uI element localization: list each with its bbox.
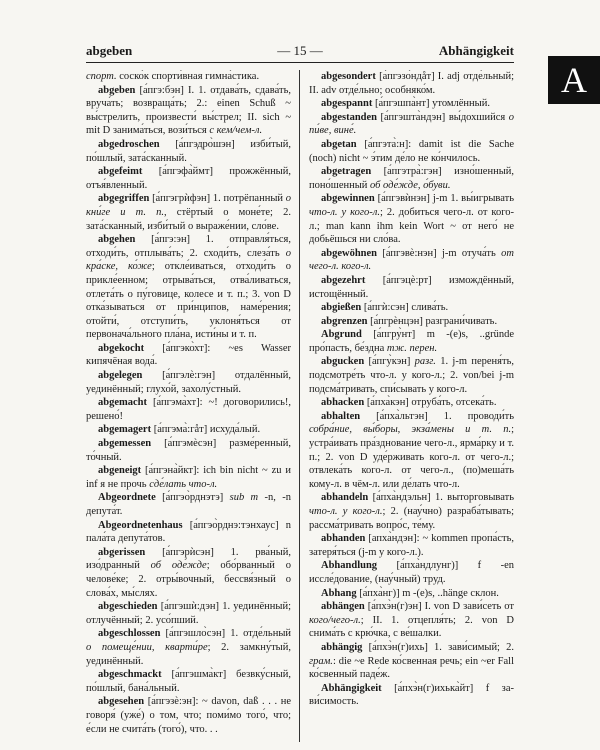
entry-usage-note: кого/чего-л. — [309, 614, 361, 626]
entry-definition: [а́пха̀кэн] отруба́ть, отсека́ть. — [364, 397, 497, 409]
entry-definition: [апха̀ндэн]: ~ kommen пропа́сть, затеря́ться (j-m у кого-л.). — [309, 533, 514, 558]
dictionary-entry — [86, 437, 291, 464]
entry-definition-continued: , стёртый о моне́те; 2. зата́сканный, изби́тый о выраже́нии, сло́ве. — [86, 206, 291, 232]
dictionary-entry — [309, 491, 514, 532]
entry-usage-note: что-л. у кого-л. — [309, 506, 383, 517]
entry-definition-continued: ; 2. замкну́тый, уединённый. — [86, 641, 291, 667]
headword: abgewinnen — [321, 193, 375, 205]
headword: abgießen — [321, 302, 362, 314]
dictionary-entry — [309, 532, 514, 559]
dictionary-entry — [309, 97, 514, 111]
dictionary-entry — [86, 519, 291, 546]
entry-definition: [а́пгру̀нт] m -(e)s, ..gründe про́пасть, бе́здна — [309, 329, 514, 354]
headword: abhängen — [321, 601, 365, 613]
entry-definition: [а́пгэмѐсэн] разме́ренный, то́чный. — [86, 438, 291, 463]
dictionary-entry — [309, 355, 514, 396]
headword: abgespannt — [321, 98, 373, 110]
entry-definition: [а́пгэшпа̀нт] утомлённый. — [372, 98, 490, 110]
page-number: — 15 — — [277, 43, 323, 58]
entry-definition: [а́пгэфа̀ймт] прожжённый, отъя́вленный. — [86, 166, 291, 191]
entry-definition: [а́пха̀нг)] m -(e)s, ..hänge склон. — [356, 587, 499, 599]
entry-definition: [а́пгэдро̀шэн] изби́тый, по́шлый, зата́сканный. — [86, 138, 291, 164]
letter-tab: A — [548, 56, 600, 104]
entry-usage-note: об оде́жде, о́буви. — [367, 179, 451, 191]
entry-definition: [а́пгэта̀:н]: damit ist die Sache (noch) nicht ~ э́тим де́ло не ко́нчилось. — [309, 138, 514, 164]
entry-definition-continued: -n, -n депута́т. — [86, 492, 291, 517]
right-column — [309, 70, 514, 742]
dictionary-entry — [86, 342, 291, 369]
headword: abgeben — [98, 84, 136, 96]
dictionary-entry — [86, 546, 291, 600]
entry-definition-continued: ; обо́рванный о челове́ке; 2. отры́вочный, бессвя́зный о слова́х, мы́слях. — [86, 560, 291, 599]
dictionary-entry — [309, 301, 514, 315]
entry-definition: [а́пхэ̀н(г)ихь] 1. зави́симый; 2. — [362, 641, 514, 653]
headword: abhalten — [321, 410, 361, 422]
entry-usage-note: о помеще́нии, кварти́ре — [86, 641, 208, 653]
headword: abgesondert — [321, 71, 376, 82]
headword: abgehen — [98, 234, 136, 246]
dictionary-entry — [309, 410, 514, 492]
entry-definition: [а́пгэшѝ:дэн] 1. уединённый; отлучённый; 2. усо́пший. — [86, 601, 291, 626]
dictionary-entry — [86, 491, 291, 518]
headword: abgedroschen — [98, 138, 160, 150]
dictionary-entry — [309, 682, 514, 709]
dictionary-entry — [86, 233, 291, 342]
dictionary-entry — [86, 138, 291, 165]
entry-usage-note: собра́ние, вы́боры, экза́мены и т. п. — [309, 424, 512, 436]
dictionary-entry — [309, 192, 514, 246]
entry-usage-note: об оде́жде — [139, 560, 207, 572]
dictionary-entry — [86, 423, 291, 437]
entry-definition: [а́пгэко̀хт]: ~es Wasser кипячёная вода́. — [86, 342, 291, 368]
headword: abgerissen — [98, 546, 146, 558]
entry-definition: [а́пгэма̀:гåт] исхуда́лый. — [151, 424, 261, 436]
entry-definition-continued: 1. j-m переня́ть, подсмотре́ть что-л. у кого-л.; 2. von/bei j-m подсма́тривать, спи́сывать у кого-л. — [309, 356, 514, 395]
dictionary-entry — [309, 587, 514, 601]
headword: abgefeimt — [98, 166, 143, 178]
headword: abgeneigt — [98, 465, 142, 477]
dictionary-entry — [309, 600, 514, 641]
dictionary-entry — [86, 70, 291, 84]
entry-definition: [а́пгэцѐ:рт] измождённый, истощённый. — [309, 274, 514, 300]
dictionary-entry — [86, 464, 291, 491]
entry-definition: [а́пгэо̀рднэтэ] — [155, 492, 224, 504]
dictionary-entry — [309, 315, 514, 329]
entry-definition: [а́пгѝ:сэн] слива́ть. — [361, 302, 449, 314]
entry-usage-note: грам. — [309, 655, 333, 667]
dictionary-entry — [309, 138, 514, 165]
entry-definition: [а́пгэзѐ:эн]: ~ davon, daß . . . не говоря́ (уже́) о том, что; поми́мо того́, что; е́сли не счита́ть (того́), что. . . — [86, 696, 291, 735]
headword: abgeschieden — [98, 601, 158, 613]
headword: abhängig — [321, 641, 363, 653]
running-header — [86, 40, 514, 63]
entry-definition: [а́пгэвѐ:нэн] j-m отуча́ть — [377, 247, 496, 259]
entry-usage-note: о кни́ге и т. п. — [86, 193, 291, 218]
left-column — [86, 70, 291, 742]
dictionary-entry — [309, 641, 514, 682]
entry-usage-note: тж. перен. — [384, 342, 438, 354]
entry-definition: [а́пгрѐнцэн] разграни́чивать. — [367, 315, 498, 327]
entry-definition: [а́пхэ̀н(г)ихька̀йт] f зави́симость. — [309, 682, 514, 708]
entry-definition: [а́пгэвѝнэн] j-m 1. вы́игрывать — [374, 193, 514, 205]
headword: abgewöhnen — [321, 247, 378, 259]
entry-definition: [а́пха̀льтэн] 1. проводи́ть — [360, 410, 514, 422]
entry-definition: [а́пгэ:бэн] I. 1. отдава́ть, сдава́ть, вруча́ть; возвраща́ть; 2.: einen Schuß ~ вы́стрелить, произвести́ вы́стрел; II. sich ~ mit D занима́ться, вози́ться — [86, 84, 291, 137]
dictionary-entry — [309, 111, 514, 138]
dictionary-entry — [309, 396, 514, 410]
entry-definition-continued: ; 2. добиться чего-л. от кого-л.; man kann ihm kein Wort ~ от него́ не добьёшься ни сло́ва. — [309, 206, 514, 246]
entry-definition: [а́пгэшта̀ндэн] вы́дохшийся — [377, 111, 506, 123]
dictionary-entry — [309, 247, 514, 274]
header-guide-word-right: Abhängigkeit — [438, 43, 514, 58]
entry-definition: [а́пгэшма̀кт] безвку́сный, по́шлый, бана́льный. — [86, 669, 291, 694]
entry-definition-continued: : die ~e Rede ко́свенная речь; ein ~er Fall ко́свенный паде́ж. — [309, 655, 514, 681]
dictionary-entry — [86, 369, 291, 396]
entry-definition: [а́пха̀ндлунг)] f -en иссле́дование, (нау́чный) труд. — [309, 560, 514, 585]
headword: abgucken — [321, 356, 365, 368]
headword: abgegriffen — [98, 193, 150, 205]
entry-definition: [а́пгэрѝсэн] 1. рва́ный, изо́дранный — [86, 546, 291, 572]
headword: abgetragen — [321, 166, 372, 178]
column-divider — [299, 70, 300, 742]
headword: abgrenzen — [321, 315, 368, 327]
dictionary-entry — [86, 668, 291, 695]
headword: abgezehrt — [321, 274, 366, 286]
entry-usage-note: разг. — [410, 356, 436, 368]
dictionary-entry — [309, 70, 514, 97]
headword: Abgeordnete — [98, 492, 156, 504]
entry-definition-continued: ; устра́ивать пра́зднование чего-л., ярма́рку и т. п.; 2. von D уде́рживать кого-л. от чего-л.; отвлека́ть кого-л. от чего-л., (по)меша́ть кому-л. в чём-л. или де́лать что-л. — [309, 424, 514, 490]
headword: Abgrund — [321, 329, 362, 341]
headword: abgemessen — [98, 438, 152, 450]
entry-usage-note: спорт. — [86, 71, 117, 82]
headword: abgekocht — [98, 342, 145, 354]
entry-definition-continued: ; откле́иваться, отходи́ть о прикле́енном; отрыва́ться, отва́ливаться, отлета́ть о пу́говице, колесе и т. п.; 3. von D отка́зываться от при́нципов, наме́рения; отойти́, отступи́ть, уклоня́ться от первонача́льного пла́на, исти́ны и т. п. — [86, 261, 291, 341]
entry-definition-continued: ; 2. (нау́чно) разраба́тывать; рассма́тривать вопро́с, те́му. — [309, 506, 514, 531]
entry-usage-note: sub m — [223, 492, 259, 504]
dictionary-entry — [86, 192, 291, 233]
entry-definition: [а́пгэна̀йкт]: ich bin nicht ~ zu и inf я не прочь — [86, 465, 291, 490]
dictionary-entry — [86, 627, 291, 668]
dictionary-entry — [309, 165, 514, 192]
entry-definition: [а́пгу̀кэн] — [364, 356, 411, 368]
entry-definition: [а́пгэтра̀:гэн] изно́шенный, поно́шенный — [309, 166, 514, 191]
headword: Abhängigkeit — [321, 682, 382, 694]
entry-definition: [а́пгэгрѝфэн] 1. потрёпанный — [149, 193, 284, 205]
headword: Abgeordnetenhaus — [98, 519, 183, 531]
entry-definition: [а́пгэшло̀сэн] 1. отде́льный — [160, 628, 291, 640]
headword: abhacken — [321, 397, 365, 409]
entry-usage-note: сде́лать что-л. — [146, 478, 218, 490]
headword: abgestanden — [321, 111, 378, 123]
entry-definition: [а́пгэ:эн] 1. отправля́ться, отходи́ть, отплыва́ть; 2. сходи́ть, слеза́ть — [86, 234, 291, 259]
headword: abhanden — [321, 533, 366, 545]
entry-definition-continued: соско́к спорти́вная гимна́стика. — [116, 71, 260, 82]
headword: abgetan — [321, 138, 357, 150]
headword: Abhandlung — [321, 560, 378, 572]
dictionary-entry — [309, 274, 514, 301]
entry-definition: [а́пгэма̀хт]: ~! договорились!, решено́! — [86, 397, 291, 422]
headword: abgemagert — [98, 424, 152, 436]
entry-usage-note: о пи́ве, вине́. — [309, 111, 514, 137]
headword: abgeschlossen — [98, 628, 161, 640]
headword: Abhang — [321, 587, 357, 599]
dictionary-entry — [86, 84, 291, 138]
entry-definition: [а́пгэлѐ:гэн] отдалённый, уединённый; глухо́й, захолу́стный. — [86, 370, 291, 395]
entry-definition: [а́пгэзо̀ндåт] I. adj отде́льный; II. adv отде́льно; особняко́м. — [309, 71, 514, 96]
headword: abgelegen — [98, 370, 143, 382]
entry-definition-continued: ; II. 1. отцепля́ть; 2. von D снима́ть с крю́чка, с ве́шалки. — [309, 614, 514, 640]
entry-usage-note: с кем/чем-л. — [206, 125, 263, 137]
dictionary-entry — [309, 328, 514, 355]
header-guide-word-left: abgeben — [86, 43, 133, 58]
headword: abhandeln — [321, 492, 369, 504]
entry-usage-note: что-л. у кого-л. — [309, 206, 380, 218]
dictionary-entry — [86, 396, 291, 423]
headword: abgeschmackt — [98, 669, 162, 681]
headword: abgemacht — [98, 397, 147, 409]
dictionary-entry — [86, 165, 291, 192]
dictionary-entry — [86, 600, 291, 627]
entry-definition: [а́пхэ̀н(г)эн] I. von D зави́сеть от — [364, 601, 514, 613]
entry-usage-note: от чего-л. кого-л. — [309, 247, 514, 273]
dictionary-entry — [86, 695, 291, 736]
entry-usage-note: о кра́ске, ко́же — [86, 247, 291, 273]
headword: abgesehen — [98, 696, 145, 708]
entry-definition: [а́пгэо̀рднэ:тэнхаус] n пала́та депута́тов. — [86, 519, 291, 545]
entry-definition: [а́пха̀ндэльн] 1. выторговывать — [368, 492, 514, 504]
dictionary-entry — [309, 559, 514, 586]
